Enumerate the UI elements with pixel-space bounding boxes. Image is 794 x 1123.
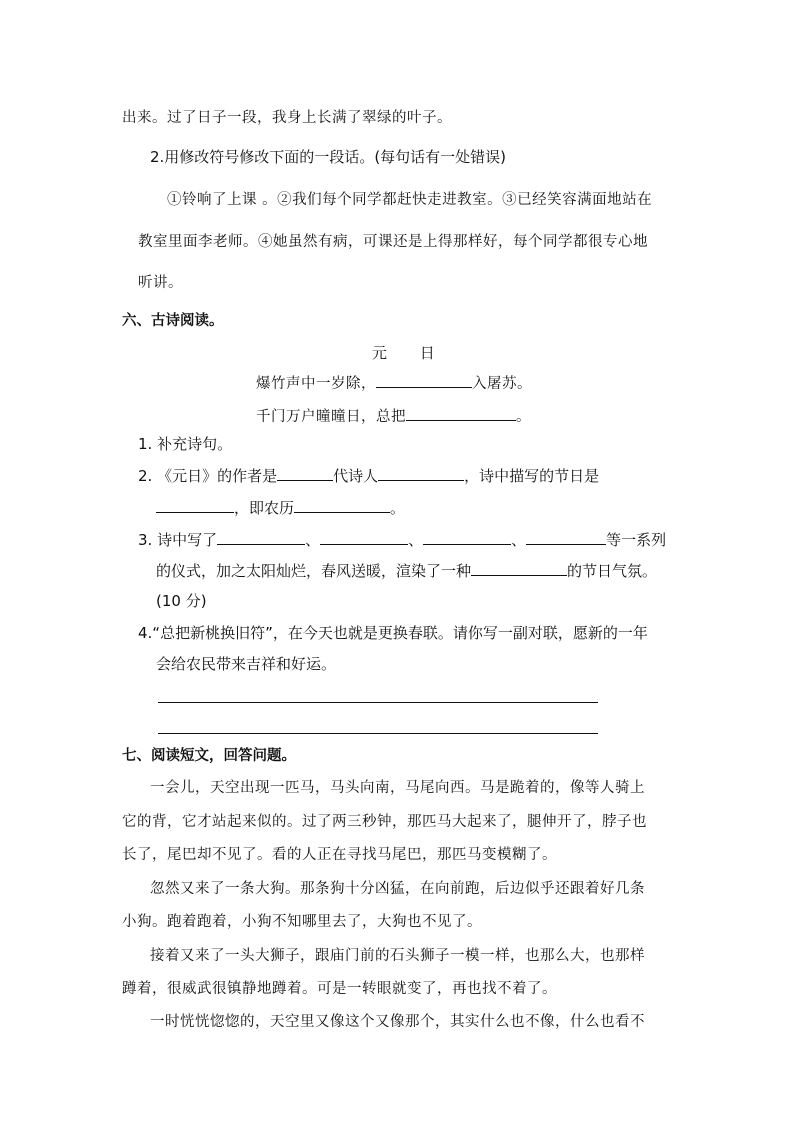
q6-2-text-b: 代诗人	[333, 467, 379, 485]
q2-line-2: 教室里面李老师。④她虽然有病，可课还是上得那样好，每个同学都很专心地	[138, 234, 648, 250]
q6-3-sep-3: 、	[511, 531, 527, 549]
poem-line-2-end: 。	[516, 409, 531, 425]
q2-prompt: 2.用修改符号修改下面的一段话。(每句话有一处错误)	[150, 148, 507, 166]
q6-3-text-c: 的仪式，加之太阳灿烂，春风送暖，渲染了一种	[156, 562, 472, 580]
couplet-answer-line-2[interactable]	[158, 733, 598, 734]
poem-blank-1[interactable]	[376, 373, 472, 388]
atmosphere-blank[interactable]	[471, 561, 567, 576]
q6-3-text-d: 的节日气氛。	[567, 562, 658, 580]
section-7-heading: 七、阅读短文，回答问题。	[122, 748, 296, 764]
poem-line-1-start: 爆竹声中一岁除，	[256, 376, 376, 392]
q6-3-line-1	[138, 530, 666, 550]
festival-blank[interactable]	[156, 498, 234, 513]
q6-3-score: (10 分)	[156, 592, 207, 610]
q6-4-line-1: 4.“总把新桃换旧符”，在今天也就是更换春联。请你写一副对联，愿新的一年	[138, 624, 648, 642]
lunar-date-blank[interactable]	[294, 498, 390, 513]
q6-2-line-1	[138, 466, 599, 486]
custom-blank-4[interactable]	[526, 530, 606, 545]
poem-title: 元 日	[372, 344, 449, 362]
passage-p3-line-1: 接着又来了一头大狮子，跟庙门前的石头狮子一模一样，也那么大，也那样	[150, 948, 645, 964]
custom-blank-3[interactable]	[423, 530, 511, 545]
passage-p2-line-1: 忽然又来了一条大狗。那条狗十分凶猛，在向前跑，后边似乎还跟着好几条	[150, 881, 645, 897]
q6-2-text-d: ，即农历	[234, 499, 295, 517]
passage-p3-line-2: 蹲着，很威武很镇静地蹲着。可是一转眼就变了，再也找不着了。	[122, 981, 557, 997]
q6-3-text-a: 3. 诗中写了	[138, 531, 218, 549]
q6-3-line-2	[156, 561, 657, 581]
poem-blank-2[interactable]	[406, 406, 516, 421]
section-6-heading: 六、古诗阅读。	[122, 313, 224, 329]
q6-2-line-2	[156, 498, 405, 518]
custom-blank-2[interactable]	[320, 530, 408, 545]
q2-line-1: ①铃响了上课 。②我们每个同学都赶快走进教室。③已经笑容满面地站在	[167, 192, 653, 208]
q6-3-sep-1: 、	[305, 531, 321, 549]
poet-blank[interactable]	[378, 466, 464, 481]
q6-4-line-2: 会给农民带来吉祥和好运。	[156, 655, 337, 673]
passage-p4-line-1: 一时恍恍惚惚的，天空里又像这个又像那个，其实什么也不像，什么也看不	[150, 1014, 645, 1030]
passage-p1-line-3: 长了，尾巴却不见了。看的人正在寻找马尾巴，那匹马变模糊了。	[122, 847, 557, 863]
q6-3-sep-2: 、	[408, 531, 424, 549]
dynasty-blank[interactable]	[277, 466, 333, 481]
passage-p1-line-1: 一会儿，天空出现一匹马，马头向南，马尾向西。马是跪着的，像等人骑上	[150, 780, 645, 796]
q6-2-text-e: 。	[390, 499, 406, 517]
q6-1: 1. 补充诗句。	[138, 435, 233, 453]
poem-line-2-start: 千门万户曈曈日，总把	[256, 409, 406, 425]
couplet-answer-line-1[interactable]	[158, 702, 598, 703]
top-text: 出来。过了日子一段，我身上长满了翠绿的叶子。	[122, 110, 452, 126]
poem-line-1-end: 入屠苏。	[472, 376, 532, 392]
q2-line-3: 听讲。	[138, 275, 183, 291]
custom-blank-1[interactable]	[217, 530, 305, 545]
q6-3-text-b: 等一系列	[606, 531, 667, 549]
passage-p2-line-2: 小狗。跑着跑着，小狗不知哪里去了，大狗也不见了。	[122, 914, 482, 930]
poem-line-2	[256, 406, 531, 427]
poem-line-1	[256, 373, 532, 394]
q6-2-text-c: ，诗中描写的节日是	[464, 467, 600, 485]
passage-p1-line-2: 它的背，它才站起来似的。过了两三秒钟，那匹马大起来了，腿伸开了，脖子也	[122, 814, 647, 830]
q6-2-text-a: 2. 《元日》的作者是	[138, 467, 278, 485]
